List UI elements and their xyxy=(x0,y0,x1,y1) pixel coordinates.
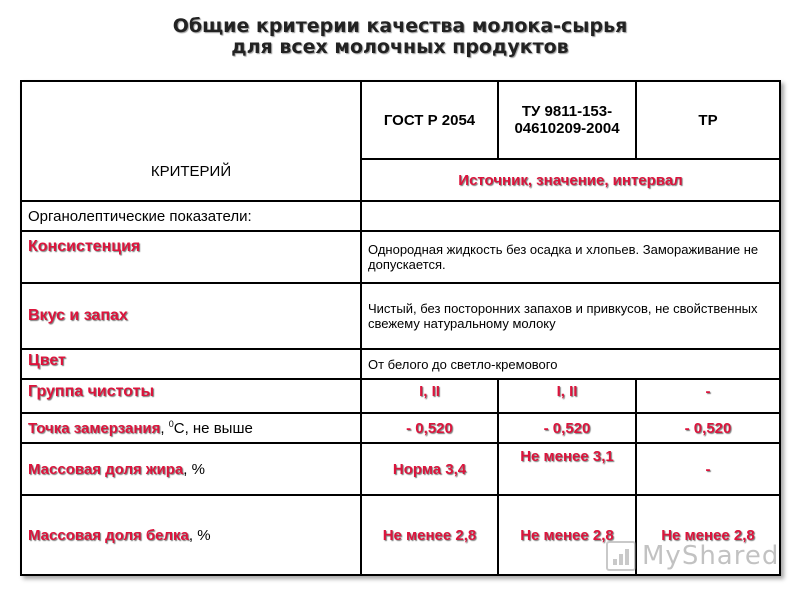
quality-criteria-table xyxy=(20,80,781,576)
title-line-2: для всех молочных продуктов xyxy=(231,36,569,58)
consistency-label: Консистенция xyxy=(21,231,361,283)
title-line-1: Общие критерии качества молока-сырья xyxy=(172,15,628,37)
tu-header: ТУ 9811-153-04610209-2004 xyxy=(498,81,636,159)
freezing-degree-sup: 0 xyxy=(168,419,174,429)
fat-label-cell xyxy=(21,443,361,495)
freezing-row xyxy=(21,413,780,443)
consistency-row xyxy=(21,231,780,283)
criterion-header: КРИТЕРИЙ xyxy=(21,81,361,201)
organoleptic-empty-cell xyxy=(361,201,780,231)
gost-header: ГОСТ Р 2054 xyxy=(361,81,498,159)
protein-label: Массовая доля белка xyxy=(28,526,189,544)
freezing-label-cell xyxy=(21,413,361,443)
freezing-suffix-post: С, не выше xyxy=(173,420,253,437)
protein-gost: Не менее 2,8 xyxy=(361,495,498,575)
protein-label-cell xyxy=(21,495,361,575)
protein-tr: Не менее 2,8 xyxy=(636,495,780,575)
fat-tu: Не менее 3,1 xyxy=(498,443,636,495)
purity-tr: - xyxy=(636,379,780,413)
tr-header: ТР xyxy=(636,81,780,159)
freezing-tu: - 0,520 xyxy=(498,413,636,443)
fat-suffix: , % xyxy=(183,460,205,478)
fat-row xyxy=(21,443,780,495)
source-header: Источник, значение, интервал xyxy=(361,159,780,201)
page-title xyxy=(0,16,800,58)
taste-label: Вкус и запах xyxy=(21,283,361,349)
freezing-gost: - 0,520 xyxy=(361,413,498,443)
protein-suffix: , % xyxy=(188,526,211,544)
fat-tr: - xyxy=(636,443,780,495)
consistency-value: Однородная жидкость без осадка и хлопьев. Замораживание не допускается. xyxy=(361,231,780,283)
bar-chart-icon xyxy=(606,541,636,571)
header-row xyxy=(21,81,780,159)
freezing-suffix-pre: , xyxy=(160,420,169,437)
color-row xyxy=(21,349,780,379)
purity-tu: I, II xyxy=(498,379,636,413)
protein-tu: Не менее 2,8 xyxy=(498,495,636,575)
freezing-label: Точка замерзания xyxy=(28,420,161,437)
taste-value: Чистый, без посторонних запахов и привкусов, не свойственных свежему натуральному молоку xyxy=(361,283,780,349)
watermark xyxy=(606,536,788,576)
color-label: Цвет xyxy=(21,349,361,379)
purity-gost: I, II xyxy=(361,379,498,413)
color-value: От белого до светло-кремового xyxy=(361,349,780,379)
watermark-text: MyShared xyxy=(642,541,780,571)
organoleptic-row xyxy=(21,201,780,231)
purity-row xyxy=(21,379,780,413)
purity-label: Группа чистоты xyxy=(21,379,361,413)
taste-row xyxy=(21,283,780,349)
fat-label: Массовая доля жира xyxy=(28,460,184,478)
fat-gost: Норма 3,4 xyxy=(361,443,498,495)
organoleptic-section-label: Органолептические показатели: xyxy=(21,201,361,231)
freezing-tr: - 0,520 xyxy=(636,413,780,443)
